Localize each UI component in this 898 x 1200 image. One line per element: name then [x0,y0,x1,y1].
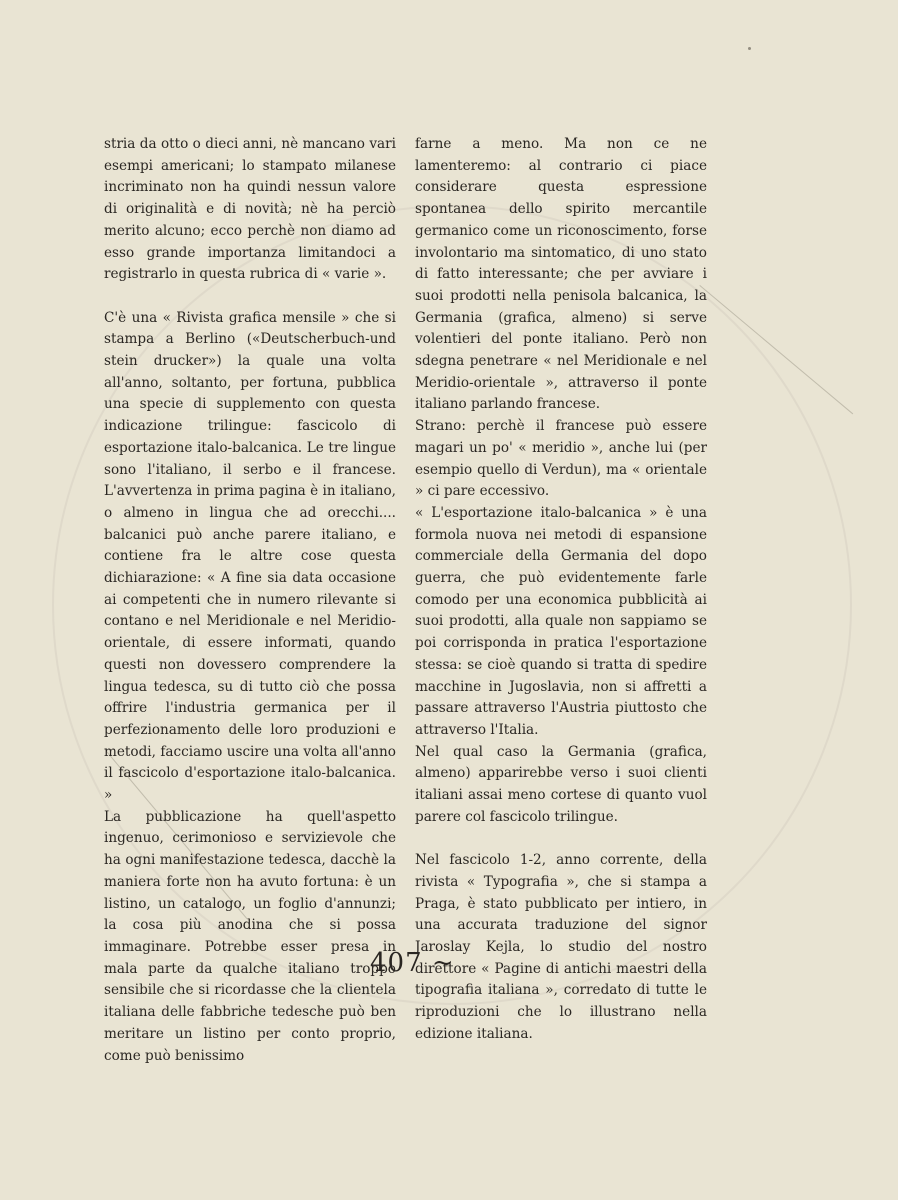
left-column [104,134,396,1067]
paragraph: « L'esportazione italo-balcanica » è una formola nuova nei metodi di espansione commerciale della Germania del dopo guerra, che può evidentemente farle comodo per una economica pubblicità ai suoi prodotti, alla quale non sappiamo se poi corrisponda in pratica l'esportazione stessa: se cioè quando si tratta di spedire macchine in Jugoslavia, non si affretti a passare attraverso l'Austria piuttosto che attraverso l'Italia. [415,504,707,738]
paragraph: Nel qual caso la Germania (grafica, almeno) apparirebbe verso i suoi clienti italiani assai meno cortese di quanto vuol parere col fascicolo trilingue. [415,743,707,825]
right-column [415,134,707,1046]
paragraph: La pubblicazione ha quell'aspetto ingenuo, cerimonioso e servizievole che ha ogni manifestazione tedesca, dacchè la maniera forte non ha avuto fortuna: è un listino, un catalogo, un foglio d'annunzi; la cosa più anodina che si possa immaginare. Potrebbe esser presa in mala parte da qualche italiano troppo sensibile che si ricordasse che la clientela italiana delle fabbriche tedesche può ben meritare un listino per conto proprio, come può benissimo [104,808,396,1064]
paragraph: stria da otto o dieci anni, nè mancano vari esempi americani; lo stampato milanese incriminato non ha quindi nessun valore di originalità e di novità; nè ha perciò merito alcuno; ecco perchè non diamo ad esso grande importanza limitandoci a registrarlo in questa rubrica di « varie ». [104,136,396,283]
paragraph: Strano: perchè il francese può essere magari un po' « meridio », anche lui (per esempio quello di Verdun), ma « orientale » ci pare eccessivo. [415,418,707,500]
speck [748,47,751,50]
paragraph: farne a meno. Ma non ce ne lamenteremo: al contrario ci piace considerare questa espressione spontanea dello spirito mercantile germanico come un riconoscimento, forse involontario ma sintomatico, di uno stato di fatto interessante; che per avviare i suoi prodotti nella penisola balcanica, la Germania (grafica, almeno) si serve volentieri del ponte italiano. Però non sdegna penetrare « nel Meridionale e nel Meridio-orientale », attraverso il ponte italiano parlando francese. [415,136,707,413]
paragraph: C'è una « Rivista grafica mensile » che si stampa a Berlino («Deutscherbuch-und stein drucker») la quale una volta all'anno, soltanto, per fortuna, pubblica una specie di supplemento con questa indicazione trilingue: fascicolo di esportazione italo-balcanica. Le tre lingue sono l'italiano, il serbo e il francese. L'avvertenza in prima pagina è in italiano, o almeno in lingua che ad orecchi.... balcanici può anche parere italiano, e contiene fra le altre cose questa dichiarazione: « A fine sia data occasione ai competenti che in numero rilevante si contano e nel Meridionale e nel Meridio-orientale, di essere informati, quando questi non dovessero comprendere la lingua tedesca, su di tutto ciò che possa offrire l'industria germanica per il perfezionamento delle loro produzioni e metodi, facciamo uscire una volta all'anno il fascicolo d'esportazione italo-balcanica. » [104,309,396,804]
paragraph: Nel fascicolo 1-2, anno corrente, della rivista « Typografia », che si stampa a Praga, è stato pubblicato per intiero, in una accurata traduzione del signor Jaroslay Kejla, lo studio del nostro direttore « Pagine di antichi maestri della tipografia italiana », corredato di tutte le riproduzioni che lo illustrano nella edizione italiana. [415,852,707,1042]
scan-artifact-line [699,285,853,414]
page-number: 407 ~ [370,948,455,978]
